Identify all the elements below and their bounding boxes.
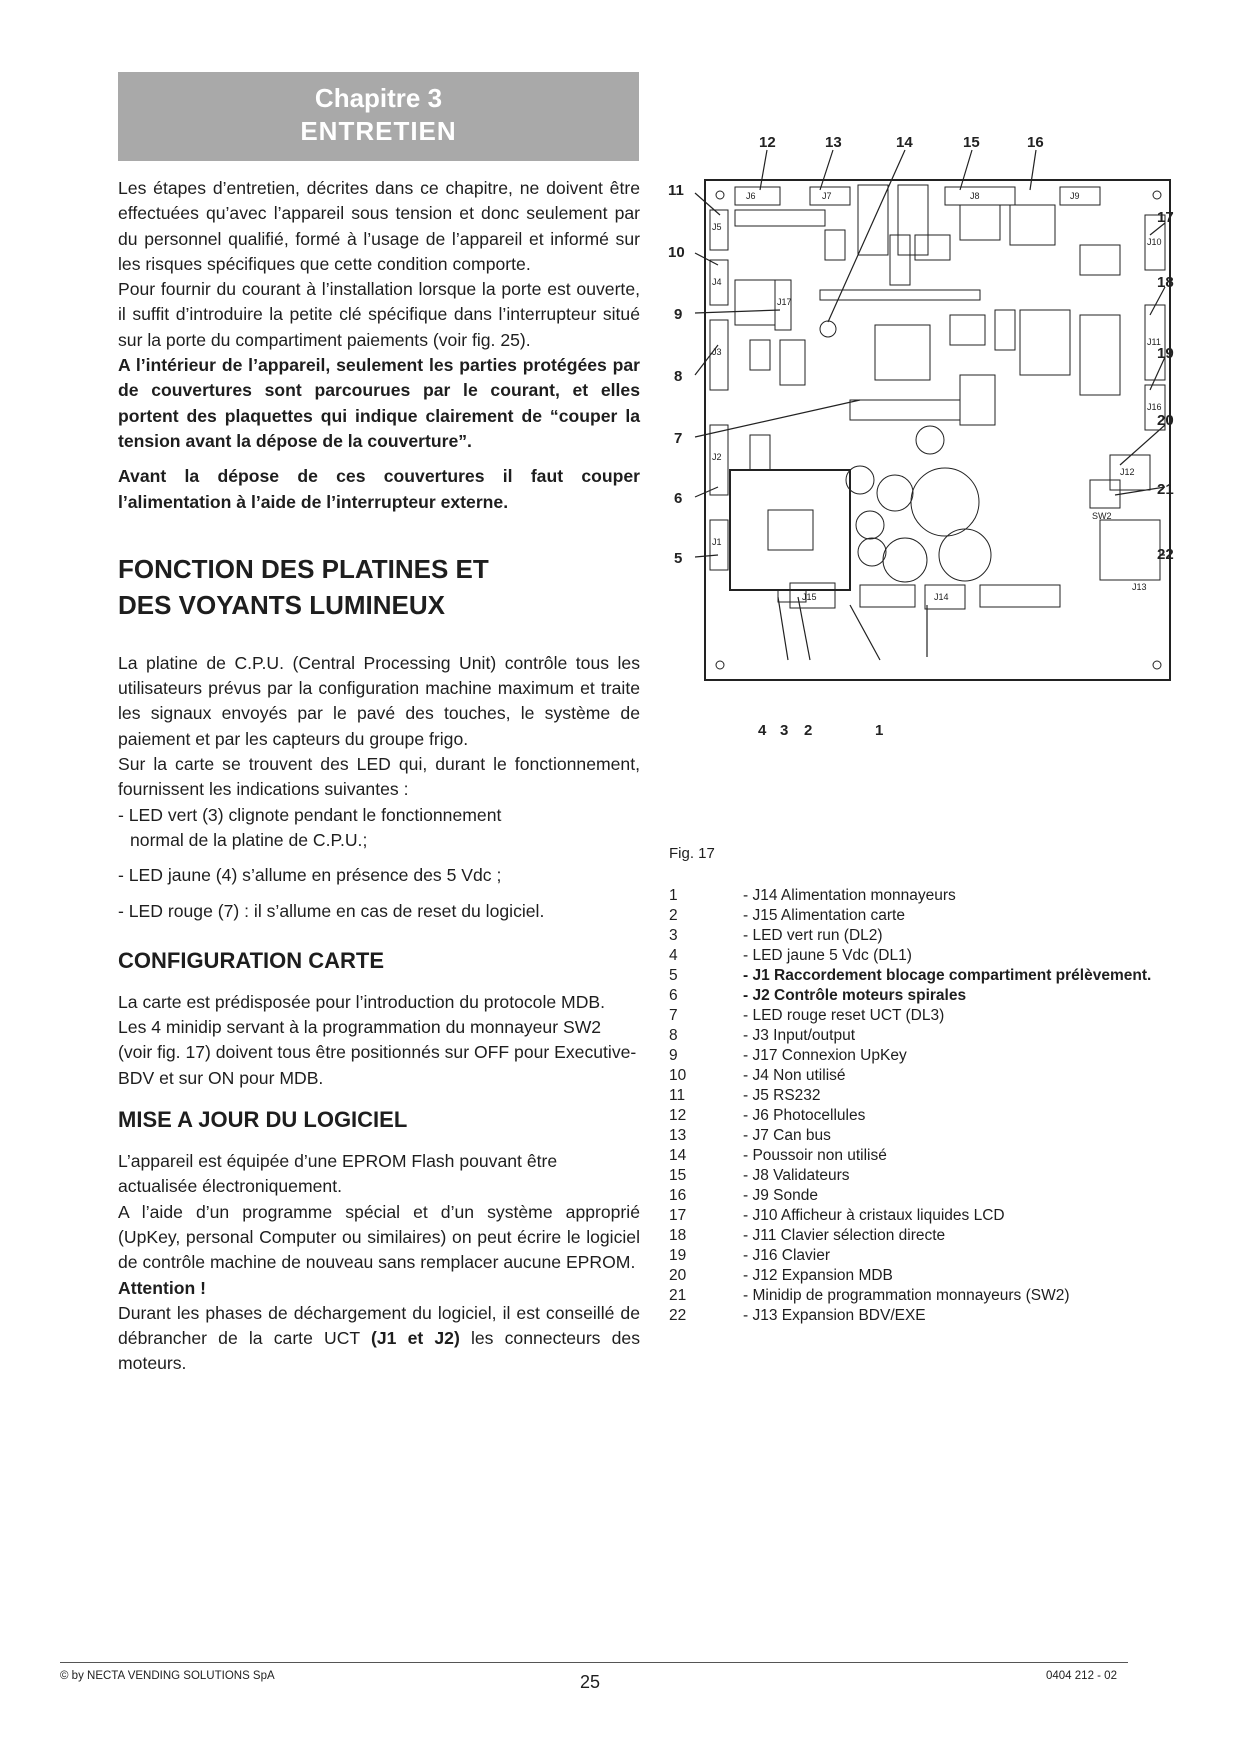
section-configuration-title: CONFIGURATION CARTE <box>118 947 385 973</box>
config-paragraph-2: Les 4 minidip servant à la programmation du monnayeur SW2 (voir fig. 17) doivent tous être positionnés sur OFF pour Executive-BDV et sur ON pour MDB. <box>118 1017 637 1088</box>
callout-17: 17 <box>1157 209 1174 226</box>
figure-caption: Fig. 17 <box>669 845 715 862</box>
board-label-j11: J11 <box>1147 337 1161 347</box>
board-label-j14: J14 <box>934 592 949 602</box>
connector-j8 <box>945 187 1015 205</box>
legend-number: 11 <box>669 1087 686 1104</box>
callout-12: 12 <box>759 135 776 151</box>
board-diagram <box>660 135 1200 755</box>
legend-number: 5 <box>669 967 678 984</box>
legend-text: - J13 Expansion BDV/EXE <box>743 1307 926 1324</box>
callout-8: 8 <box>674 368 683 385</box>
callout-1: 1 <box>875 722 884 739</box>
legend-number: 17 <box>669 1207 687 1224</box>
legend-text: - J5 RS232 <box>743 1087 821 1104</box>
legend-row <box>669 1206 1151 1226</box>
legend-text: - LED rouge reset UCT (DL3) <box>743 1007 945 1024</box>
board-label-j2: J2 <box>712 452 722 462</box>
callout-20: 20 <box>1157 412 1174 429</box>
legend-text: - J16 Clavier <box>743 1247 830 1264</box>
mount-hole <box>1153 191 1161 199</box>
legend-number: 14 <box>669 1147 687 1164</box>
footer-copyright: © by NECTA VENDING SOLUTIONS SpA <box>60 1670 275 1682</box>
legend-number: 15 <box>669 1167 687 1184</box>
board-label-j7: J7 <box>822 191 832 201</box>
callout-22: 22 <box>1157 546 1174 563</box>
board-label-j5: J5 <box>712 222 722 232</box>
connector-block <box>860 585 915 607</box>
section-title-line2: DES VOYANTS LUMINEUX <box>118 589 445 620</box>
callout-16: 16 <box>1027 135 1044 151</box>
footer-divider <box>60 1662 1128 1663</box>
board-outline <box>705 180 1170 680</box>
legend-row <box>669 926 1151 946</box>
main-text-column <box>118 176 640 1377</box>
legend-number: 12 <box>669 1107 687 1124</box>
callout-18: 18 <box>1157 274 1174 291</box>
legend-number: 20 <box>669 1267 687 1284</box>
fonction-paragraph-1: La platine de C.P.U. (Central Processing Unit) contrôle tous les utilisateurs prévus par la configuration machine maximum et traite les signaux envoyés par le pavé des touches, le système de paiement et par les capteurs du groupe frigo. <box>118 652 640 749</box>
update-p3-bold: (J1 et J2) <box>371 1328 460 1349</box>
callout-15: 15 <box>963 135 980 151</box>
legend-text: - J7 Can bus <box>743 1127 831 1144</box>
board-label-sw2: SW2 <box>1092 511 1112 521</box>
legend-text: - LED vert run (DL2) <box>743 927 883 944</box>
legend-number: 21 <box>669 1287 687 1304</box>
legend-number: 22 <box>669 1307 687 1324</box>
led-green-bullet: - LED vert (3) clignote pendant le fonctionnement <box>118 804 502 825</box>
legend-text: - J17 Connexion UpKey <box>743 1047 907 1064</box>
legend-row <box>669 1246 1151 1266</box>
chapter-number: Chapitre 3 <box>314 83 443 113</box>
legend-text: - J6 Photocellules <box>743 1107 866 1124</box>
callout-19: 19 <box>1157 345 1174 362</box>
figure-legend <box>669 886 1151 1326</box>
mount-hole <box>716 661 724 669</box>
callout-3: 3 <box>780 722 789 739</box>
legend-number: 7 <box>669 1007 678 1024</box>
callout-7: 7 <box>674 430 683 447</box>
legend-number: 2 <box>669 907 678 924</box>
legend-number: 3 <box>669 927 678 944</box>
legend-row <box>669 1166 1151 1186</box>
intro-paragraph-1: Les étapes d’entretien, décrites dans ce chapitre, ne doivent être effectuées qu’avec l’appareil sous tension et donc seulement par du personnel qualifié, formé à l’usage de l’appareil et informé sur les risques spécifiques que cette condition comporte. <box>118 178 640 274</box>
legend-row <box>669 886 1151 906</box>
transformer-core <box>768 510 813 550</box>
legend-row <box>669 1066 1151 1086</box>
callout-4: 4 <box>758 722 767 739</box>
relay-2 <box>898 185 928 255</box>
callout-9: 9 <box>674 306 683 323</box>
callout-13: 13 <box>825 135 842 151</box>
capacitors <box>820 321 991 582</box>
board-label-j12: J12 <box>1120 467 1135 477</box>
legend-text: - J9 Sonde <box>743 1187 818 1204</box>
update-paragraph-3 <box>118 1301 640 1377</box>
board-label-j6: J6 <box>746 191 756 201</box>
legend-number: 8 <box>669 1027 678 1044</box>
legend-row <box>669 1266 1151 1286</box>
legend-text: - J10 Afficheur à cristaux liquides LCD <box>743 1207 1005 1224</box>
legend-number: 18 <box>669 1227 687 1244</box>
legend-text: - J3 Input/output <box>743 1027 856 1044</box>
update-paragraph-1: L’appareil est équipée d’une EPROM Flash pouvant être actualisée électroniquement. <box>118 1151 558 1197</box>
legend-row <box>669 986 1151 1006</box>
legend-number: 13 <box>669 1127 687 1144</box>
intro-paragraph-2: Pour fournir du courant à l’installation lorsque la porte est ouverte, il suffit d’introduire la petite clé spécifique dans l’interrupteur situé sur la porte du compartiment paiements (voir fig. 25). <box>118 279 640 350</box>
legend-text: - J4 Non utilisé <box>743 1067 846 1084</box>
legend-row <box>669 1126 1151 1146</box>
board-label-j16: J16 <box>1147 402 1162 412</box>
board-label-j15: J15 <box>802 592 817 602</box>
warning-paragraph-2: Avant la dépose de ces couvertures il faut couper l’alimentation à l’aide de l’interrupteur externe. <box>118 466 640 512</box>
connector-j9 <box>1060 187 1100 205</box>
fonction-paragraph-2: Sur la carte se trouvent des LED qui, durant le fonctionnement, fournissent les indications suivantes : <box>118 754 640 800</box>
mount-hole <box>1153 661 1161 669</box>
led-yellow-bullet: - LED jaune (4) s’allume en présence des 5 Vdc ; <box>118 865 502 886</box>
legend-row <box>669 1186 1151 1206</box>
board-labels <box>712 191 1162 602</box>
legend-row <box>669 966 1151 986</box>
legend-number: 10 <box>669 1067 687 1084</box>
legend-row <box>669 1286 1151 1306</box>
legend-row <box>669 1006 1151 1026</box>
callout-5: 5 <box>674 550 683 567</box>
legend-number: 16 <box>669 1187 687 1204</box>
board-label-j1: J1 <box>712 537 722 547</box>
board-label-j13: J13 <box>1132 582 1147 592</box>
legend-text: - J14 Alimentation monnayeurs <box>743 887 956 904</box>
legend-text: - J1 Raccordement blocage compartiment prélèvement. <box>743 967 1152 984</box>
callout-21: 21 <box>1157 481 1174 498</box>
chapter-header <box>118 72 639 161</box>
mount-hole <box>716 191 724 199</box>
legend-number: 9 <box>669 1047 678 1064</box>
connector-j6 <box>735 187 780 205</box>
update-p3-end: les connecteurs des moteurs. <box>118 1328 640 1374</box>
callout-14: 14 <box>896 135 913 151</box>
led-red-bullet: - LED rouge (7) : il s’allume en cas de reset du logiciel. <box>118 900 545 921</box>
legend-row <box>669 946 1151 966</box>
connector-j13 <box>1100 520 1160 580</box>
legend-row <box>669 1306 1151 1326</box>
legend-text: - J8 Validateurs <box>743 1167 850 1184</box>
sw2-minidip <box>1090 480 1120 508</box>
legend-text: - J15 Alimentation carte <box>743 907 905 924</box>
legend-text: - J2 Contrôle moteurs spirales <box>743 987 967 1004</box>
board-label-j9: J9 <box>1070 191 1080 201</box>
legend-number: 19 <box>669 1247 687 1264</box>
board-label-j10: J10 <box>1147 237 1162 247</box>
legend-row <box>669 1226 1151 1246</box>
config-paragraph-1: La carte est prédisposée pour l’introduction du protocole MDB. <box>118 991 606 1012</box>
legend-text: - J12 Expansion MDB <box>743 1267 893 1284</box>
callout-11: 11 <box>668 182 684 199</box>
section-title-line1: FONCTION DES PLATINES ET <box>118 553 489 584</box>
board-label-j4: J4 <box>712 277 722 287</box>
legend-row <box>669 1146 1151 1166</box>
legend-row <box>669 906 1151 926</box>
legend-number: 1 <box>669 887 678 904</box>
legend-number: 4 <box>669 947 678 964</box>
callout-6: 6 <box>674 490 683 507</box>
board-label-j3: J3 <box>712 347 722 357</box>
document-code: 0404 212 - 02 <box>1046 1670 1117 1682</box>
board-label-j17: J17 <box>777 297 792 307</box>
led-green-bullet-cont: normal de la platine de C.P.U.; <box>130 829 368 850</box>
section-fonction <box>118 551 640 623</box>
legend-row <box>669 1106 1151 1126</box>
warning-paragraph: A l’intérieur de l’appareil, seulement les parties protégées par de couvertures sont parcourues par le courant, et elles portent des plaquettes qui indique clairement de “couper la tension avant la dépose de la couverture”. <box>118 355 640 451</box>
connector-block-2 <box>980 585 1060 607</box>
legend-text: - Minidip de programmation monnayeurs (SW2) <box>743 1287 1070 1304</box>
update-p3-text: Durant les phases de déchargement du logiciel, il est conseillé de débrancher de la carte UCT <box>118 1302 640 1349</box>
page-number: 25 <box>580 1672 601 1692</box>
update-paragraph-2: A l’aide d’un programme spécial et d’un système approprié (UpKey, personal Computer ou similaires) on peut écrire le logiciel de contrôle machine de nouveau sans remplacer aucune EPROM. <box>118 1201 640 1273</box>
legend-text: - J11 Clavier sélection directe <box>743 1227 946 1244</box>
callout-10: 10 <box>668 244 685 261</box>
board-label-j8: J8 <box>970 191 980 201</box>
attention-label: Attention ! <box>118 1277 206 1298</box>
legend-row <box>669 1086 1151 1106</box>
legend-row <box>669 1026 1151 1046</box>
legend-text: - LED jaune 5 Vdc (DL1) <box>743 947 912 964</box>
callout-2: 2 <box>804 722 813 739</box>
legend-row <box>669 1046 1151 1066</box>
chapter-title: ENTRETIEN <box>300 116 457 146</box>
transformer <box>730 470 850 590</box>
legend-number: 6 <box>669 987 678 1004</box>
legend-text: - Poussoir non utilisé <box>743 1147 887 1164</box>
section-mise-a-jour-title: MISE A JOUR DU LOGICIEL <box>118 1107 408 1133</box>
